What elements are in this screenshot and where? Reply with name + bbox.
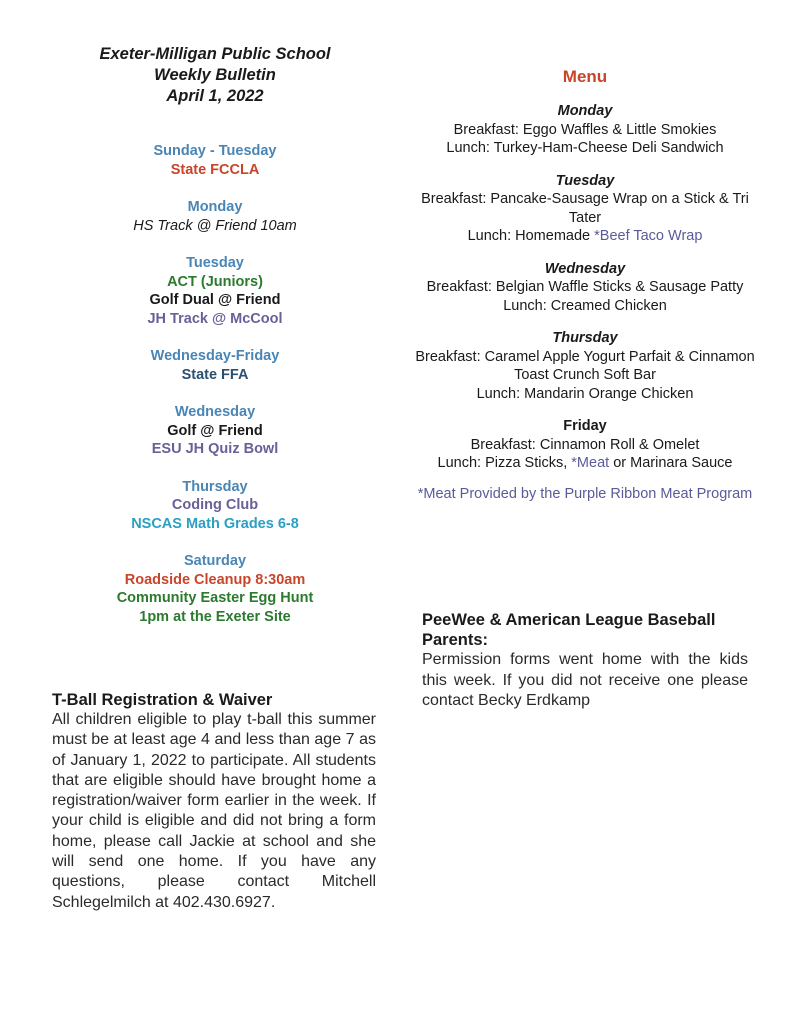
menu-lunch [405,454,765,473]
menu-lunch [405,227,765,246]
event-item: NSCAS Math Grades 6-8 [131,515,299,532]
event-day: Wednesday [174,404,256,420]
event-day: Tuesday [186,255,244,271]
menu-footnote: *Meat Provided by the Purple Ribbon Meat Program [417,485,753,502]
menu-lunch-highlight: *Beef Taco Wrap [594,228,703,244]
menu-day [405,260,765,316]
event-group [30,552,400,626]
events-schedule [30,142,400,626]
event-item: Golf Dual @ Friend [149,292,281,308]
menu-title: Menu [562,67,608,86]
menu-day-name: Friday [563,418,607,434]
left-column [30,44,400,645]
menu-day-name: Wednesday [544,260,626,277]
event-item: Community Easter Egg Hunt [116,590,314,606]
tball-section [52,690,376,913]
event-day: Wednesday-Friday [150,348,280,364]
menu-day [405,417,765,473]
event-item: 1pm at the Exeter Site [139,608,291,625]
event-day: Thursday [182,478,248,495]
event-group [30,142,400,179]
menu-lunch-suffix: or Marinara Sauce [609,455,733,471]
menu-day-name: Tuesday [555,172,615,189]
menu-lunch-highlight: *Meat [571,455,610,471]
event-group [30,254,400,328]
menu-day [405,102,765,158]
event-item: Roadside Cleanup 8:30am [124,571,306,588]
event-day: Sunday - Tuesday [153,143,277,159]
menu-lunch: Lunch: Mandarin Orange Chicken [476,385,694,402]
bulletin-header [30,44,400,107]
event-day: Monday [187,199,243,215]
menu-breakfast: Breakfast: Pancake-Sausage Wrap on a Stick & Tri Tater [421,191,749,226]
menu-breakfast: Breakfast: Eggo Waffles & Little Smokies [453,121,717,138]
event-item: Golf @ Friend [167,422,263,439]
event-group [30,403,400,459]
tball-body: All children eligible to play t-ball this summer must be at least age 4 and less than age 7 as of January 1, 2022 to participate. All students that are eligible should have brought home a registration/waiver form earlier in the week. If your child is eligible and did not bring a form home, please call Jackie at school and she will send one home. If you have any questions, please contact Mitchell Schlegelmilch at 402.430.6927. [52,711,376,911]
school-name: Exeter-Milligan Public School [99,45,331,63]
menu-day-name: Thursday [552,330,618,346]
menu-section [405,66,765,503]
menu-day [405,172,765,246]
menu-lunch-text: Lunch: Pizza Sticks, [437,455,572,471]
menu-breakfast: Breakfast: Caramel Apple Yogurt Parfait & Cinnamon Toast Crunch Soft Bar [415,348,755,383]
baseball-body: Permission forms went home with the kids this week. If you did not receive one please contact Becky Erdkamp [422,651,748,709]
event-group [30,198,400,235]
menu-breakfast: Breakfast: Cinnamon Roll & Omelet [470,436,700,453]
menu-day-name: Monday [557,103,613,119]
menu-day [405,329,765,403]
baseball-title: PeeWee & American League Baseball Parents: [422,611,716,649]
event-item: ACT (Juniors) [167,273,263,290]
tball-title: T-Ball Registration & Waiver [52,691,273,709]
event-group [30,347,400,384]
baseball-section [422,610,748,712]
event-item: Coding Club [171,497,259,513]
event-item: HS Track @ Friend 10am [133,217,297,234]
event-item: JH Track @ McCool [147,310,283,327]
event-item: ESU JH Quiz Bowl [151,441,279,457]
event-group [30,478,400,534]
event-item: State FFA [181,366,249,383]
bulletin-date: April 1, 2022 [166,87,264,105]
menu-lunch: Lunch: Creamed Chicken [503,297,667,314]
menu-lunch: Lunch: Turkey-Ham-Cheese Deli Sandwich [446,140,724,156]
menu-lunch-text: Lunch: Homemade [467,228,595,244]
bulletin-title: Weekly Bulletin [154,66,276,84]
menu-breakfast: Breakfast: Belgian Waffle Sticks & Sausage Patty [426,279,744,295]
event-day: Saturday [183,553,247,569]
event-item: State FCCLA [170,161,260,178]
